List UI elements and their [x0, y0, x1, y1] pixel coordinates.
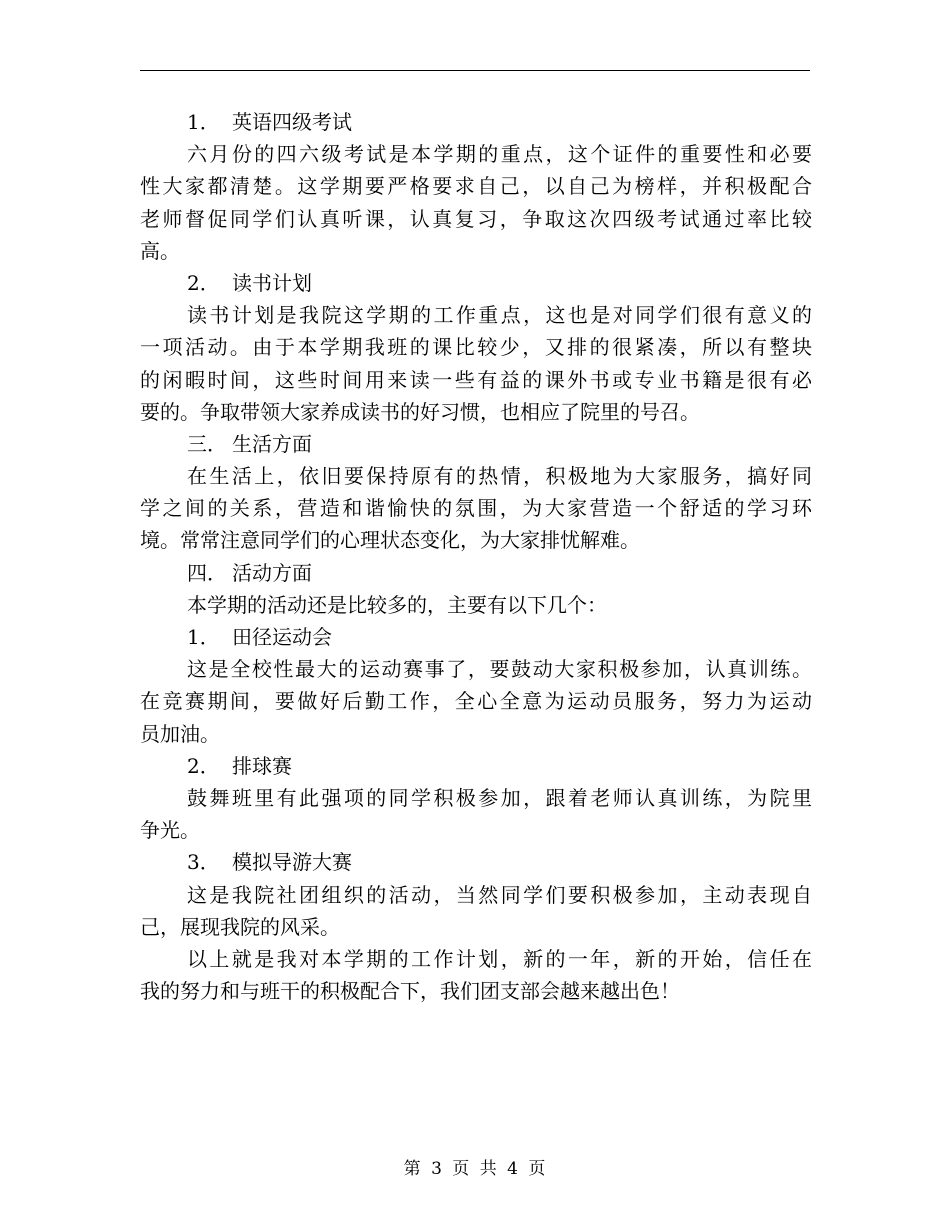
paragraph-text: 的闲暇时间，这些时间用来读一些有益的课外书或专业书籍是很有必 — [140, 367, 812, 392]
paragraph-text: 以上就是我对本学期的工作计划，新的一年，新的开始，信任在 — [187, 946, 812, 971]
paragraph-text: 在竞赛期间，要做好后勤工作，全心全意为运动员服务，努力为运动 — [140, 689, 812, 714]
section-heading — [140, 750, 812, 782]
heading-text: 活动方面 — [232, 560, 312, 585]
paragraph-line — [140, 235, 812, 267]
paragraph-text: 学之间的关系，营造和谐愉快的氛围，为大家营造一个舒适的学习环 — [140, 496, 812, 521]
heading-text: 读书计划 — [232, 270, 312, 295]
paragraph-line — [140, 782, 812, 814]
paragraph-line — [140, 460, 812, 492]
heading-text: 田径运动会 — [232, 625, 332, 649]
paragraph-text: 这是我院社团组织的活动，当然同学们要积极参加，主动表现自 — [187, 882, 812, 907]
paragraph-text: 我的努力和与班干的积极配合下，我们团支部会越来越出色！ — [140, 979, 680, 1004]
heading-number: 1． — [187, 110, 220, 134]
paragraph-text: 一项活动。由于本学期我班的课比较少，又排的很紧凑，所以有整块 — [140, 335, 812, 360]
section-heading — [140, 267, 812, 299]
paragraph-line — [140, 814, 812, 846]
heading-number: 3． — [187, 850, 220, 875]
paragraph-line — [140, 299, 812, 331]
paragraph-text: 六月份的四六级考试是本学期的重点，这个证件的重要性和必要 — [187, 142, 812, 167]
paragraph-text: 性大家都清楚。这学期要严格要求自己，以自己为榜样，并积极配合 — [140, 174, 812, 199]
section-heading — [140, 428, 812, 460]
section-heading — [140, 846, 812, 878]
paragraph-line — [140, 331, 812, 363]
paragraph-line — [140, 170, 812, 202]
heading-number: 2． — [187, 753, 220, 778]
heading-text: 生活方面 — [232, 431, 312, 456]
paragraph-line — [140, 364, 812, 396]
paragraph-text: 鼓舞班里有此强项的同学积极参加，跟着老师认真训练，为院里 — [187, 785, 812, 810]
heading-text: 排球赛 — [232, 753, 292, 778]
paragraph-line — [140, 589, 812, 621]
paragraph-text: 高。 — [140, 238, 180, 263]
paragraph-line — [140, 396, 812, 428]
paragraph-line — [140, 718, 812, 750]
paragraph-text: 这是全校性最大的运动赛事了，要鼓动大家积极参加，认真训练。 — [187, 657, 812, 682]
document-body — [140, 106, 812, 1007]
paragraph-text: 要的。争取带领大家养成读书的好习惯，也相应了院里的号召。 — [140, 399, 700, 424]
section-heading — [140, 621, 812, 653]
heading-number: 四． — [187, 560, 227, 585]
heading-text: 英语四级考试 — [232, 110, 352, 134]
paragraph-line — [140, 975, 812, 1007]
paragraph-line — [140, 524, 812, 556]
paragraph-line — [140, 685, 812, 717]
header-rule — [140, 70, 810, 71]
heading-number: 2． — [187, 270, 220, 295]
section-heading — [140, 106, 812, 138]
paragraph-line — [140, 492, 812, 524]
paragraph-line — [140, 911, 812, 943]
paragraph-line — [140, 138, 812, 170]
heading-text: 模拟导游大赛 — [232, 850, 352, 875]
paragraph-line — [140, 943, 812, 975]
paragraph-line — [140, 653, 812, 685]
paragraph-text: 老师督促同学们认真听课，认真复习，争取这次四级考试通过率比较 — [140, 206, 812, 231]
paragraph-line — [140, 203, 812, 235]
heading-number: 三． — [187, 431, 227, 456]
paragraph-line — [140, 879, 812, 911]
paragraph-text: 己，展现我院的风采。 — [140, 914, 340, 939]
page-number: 第 3 页 共 4 页 — [403, 1159, 547, 1179]
heading-number: 1． — [187, 625, 220, 649]
section-heading — [140, 557, 812, 589]
paragraph-text: 读书计划是我院这学期的工作重点，这也是对同学们很有意义的 — [187, 303, 812, 328]
paragraph-text: 境。常常注意同学们的心理状态变化，为大家排忧解难。 — [140, 528, 640, 553]
paragraph-text: 员加油。 — [140, 721, 220, 746]
paragraph-text: 争光。 — [140, 818, 200, 843]
paragraph-text: 在生活上，依旧要保持原有的热情，积极地为大家服务，搞好同 — [187, 464, 812, 489]
paragraph-text: 本学期的活动还是比较多的，主要有以下几个： — [187, 592, 607, 617]
